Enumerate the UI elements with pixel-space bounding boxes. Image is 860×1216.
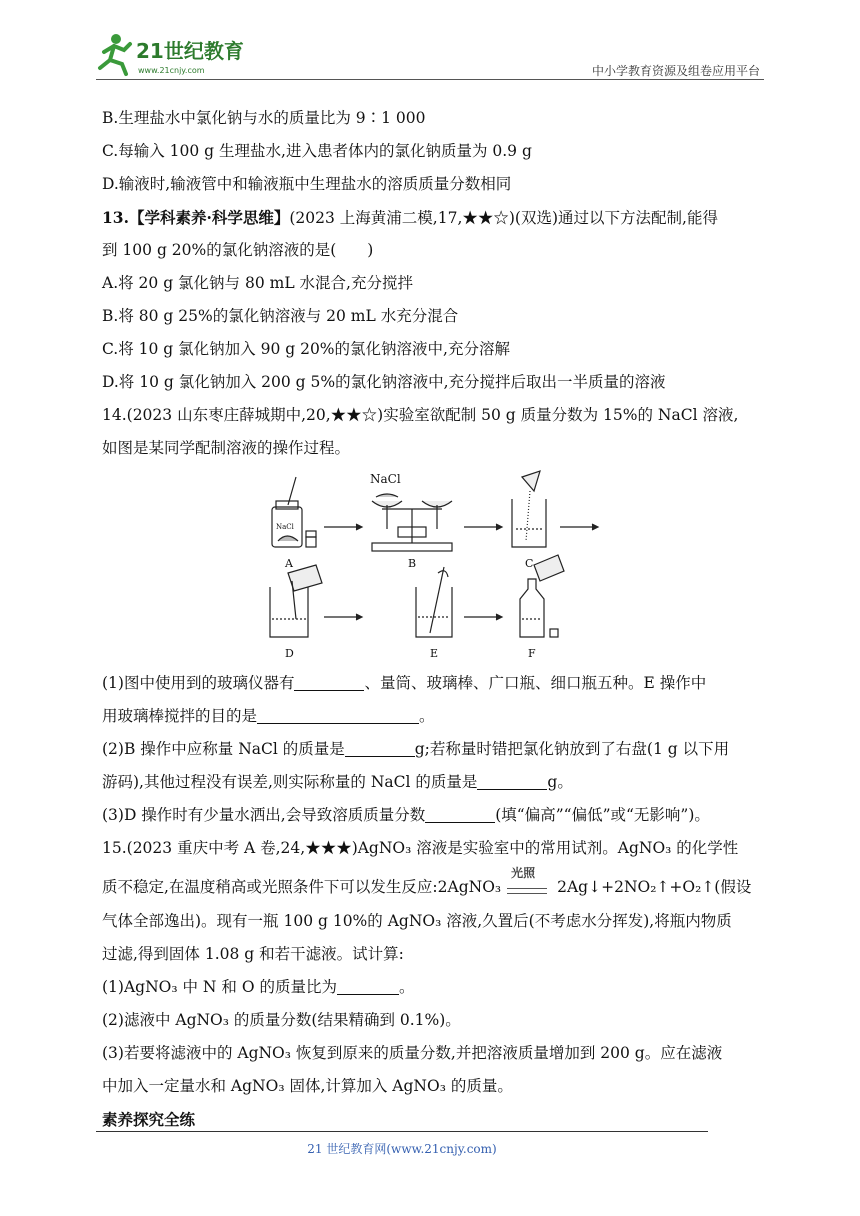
header-right-text: 中小学教育资源及组卷应用平台 [591,64,760,78]
q13-option-b: B.将 80 g 25%的氯化钠溶液与 20 mL 水充分混合 [102,307,459,325]
q14-p1a: (1)图中使用到的玻璃仪器有 [102,674,295,692]
q13-option-c: C.将 10 g 氯化钠加入 90 g 20%的氯化钠溶液中,充分溶解 [102,340,510,358]
q15-stem-line1: 15.(2023 重庆中考 A 卷,24,★★★)AgNO₃ 溶液是实验室中的常用试剂。AgNO₃ 的化学性 [102,839,739,857]
q14-p2d: g。 [547,773,573,791]
q13-option-d: D.将 10 g 氯化钠加入 200 g 5%的氯化钠溶液中,充分搅拌后取出一半质量的溶液 [102,373,666,391]
page-footer: 21 世纪教育网(www.21cnjy.com) [307,1142,497,1156]
runner-icon [100,34,130,74]
q13-stem-rest: (2023 上海黄浦二模,17,★★☆)(双选)通过以下方法配制,能得 [289,209,718,227]
nacl-label: NaCl [370,472,401,486]
q14-part1-line1 [102,667,762,700]
label-c: C [525,557,534,570]
q14-part2-line1 [102,733,762,766]
q13-stem [102,201,762,234]
label-f: F [528,647,536,660]
q14-stem-line2: 如图是某同学配制溶液的操作过程。 [102,439,351,457]
logo-url: www.21cnjy.com [138,66,205,75]
q14-part2-line2 [102,766,762,799]
question-content [102,102,762,1136]
q12-option-d: D.输液时,输液管中和输液瓶中生理盐水的溶质质量分数相同 [102,175,512,193]
q14-p1c: 用玻璃棒搅拌的目的是 [102,707,258,725]
q12-option-b: B.生理盐水中氯化钠与水的质量比为 9∶1 000 [102,109,426,127]
q12-option-c: C.每输入 100 g 生理盐水,进入患者体内的氯化钠质量为 0.9 g [102,142,532,160]
q14-part1-line2 [102,700,762,733]
step-b-balance-icon [372,494,452,551]
step-c-beaker-icon [512,471,546,547]
experiment-diagram [102,469,762,663]
q14-p3a: (3)D 操作时有少量水洒出,会导致溶质质量分数 [102,806,426,824]
section-title: 素养探究全练 [102,1110,196,1129]
q15-rxn-post: 2Ag↓+2NO₂↑+O₂↑(假设 [557,878,752,896]
label-d: D [285,647,294,660]
answer-blank[interactable] [294,673,364,691]
q15-line4: 过滤,得到固体 1.08 g 和若干滤液。试计算: [102,945,404,963]
q15-p1b: 。 [398,978,415,996]
page-header [96,30,764,80]
logo-text: 21世纪教育 [136,39,244,63]
experiment-figure [102,469,762,663]
label-b: B [408,557,417,570]
answer-blank[interactable] [337,977,399,995]
label-e: E [430,647,439,660]
jar-label: NaCl [276,523,294,531]
site-logo [96,30,256,78]
q14-p3b: (填“偏高”“偏低”或“无影响”)。 [495,806,710,824]
step-d-pour-icon [270,565,322,637]
q14-stem-line1: 14.(2023 山东枣庄薛城期中,20,★★☆)实验室欲配制 50 g 质量分数为 15%的 NaCl 溶液, [102,406,739,424]
step-a-jar-icon [272,477,316,547]
q14-p1d: 。 [419,707,435,725]
q13-tag: 13.【学科素养·科学思维】 [102,208,290,227]
q15-part2: (2)滤液中 AgNO₃ 的质量分数(结果精确到 0.1%)。 [102,1011,461,1029]
q13-option-a: A.将 20 g 氯化钠与 80 mL 水混合,充分搅拌 [102,274,413,292]
q14-p2a: (2)B 操作中应称量 NaCl 的质量是 [102,740,345,758]
q15-rxn-pre: 质不稳定,在温度稍高或光照条件下可以发生反应:2AgNO₃ [102,878,502,896]
step-e-stir-icon [416,567,452,637]
q15-part3-line2: 中加入一定量水和 AgNO₃ 固体,计算加入 AgNO₃ 的质量。 [102,1077,513,1095]
double-arrow [507,888,547,894]
footer-rule [96,1131,708,1132]
answer-blank[interactable] [425,805,495,823]
reaction-condition-text: 光照 [511,866,536,880]
answer-blank[interactable] [257,706,419,724]
q15-line3: 气体全部逸出)。现有一瓶 100 g 10%的 AgNO₃ 溶液,久置后(不考虑水分挥发),将瓶内物质 [102,912,732,930]
q14-part3 [102,799,762,832]
q15-part3-line1: (3)若要将滤液中的 AgNO₃ 恢复到原来的质量分数,并把溶液质量增加到 200 g。应在滤液 [102,1044,723,1062]
q14-p2c: 游码),其他过程没有误差,则实际称量的 NaCl 的质量是 [102,773,478,791]
answer-blank[interactable] [477,772,547,790]
q13-stem-line2: 到 100 g 20%的氯化钠溶液的是( ) [102,241,374,259]
q15-part1 [102,971,762,1004]
q14-p2b: g;若称量时错把氯化钠放到了右盘(1 g 以下用 [414,740,730,758]
q15-p1a: (1)AgNO₃ 中 N 和 O 的质量比为 [102,978,337,996]
label-a: A [285,557,293,570]
q15-reaction-line [102,865,762,905]
header-rule [96,79,764,80]
q14-p1b: 、量筒、玻璃棒、广口瓶、细口瓶五种。E 操作中 [364,674,707,692]
answer-blank[interactable] [345,739,415,757]
